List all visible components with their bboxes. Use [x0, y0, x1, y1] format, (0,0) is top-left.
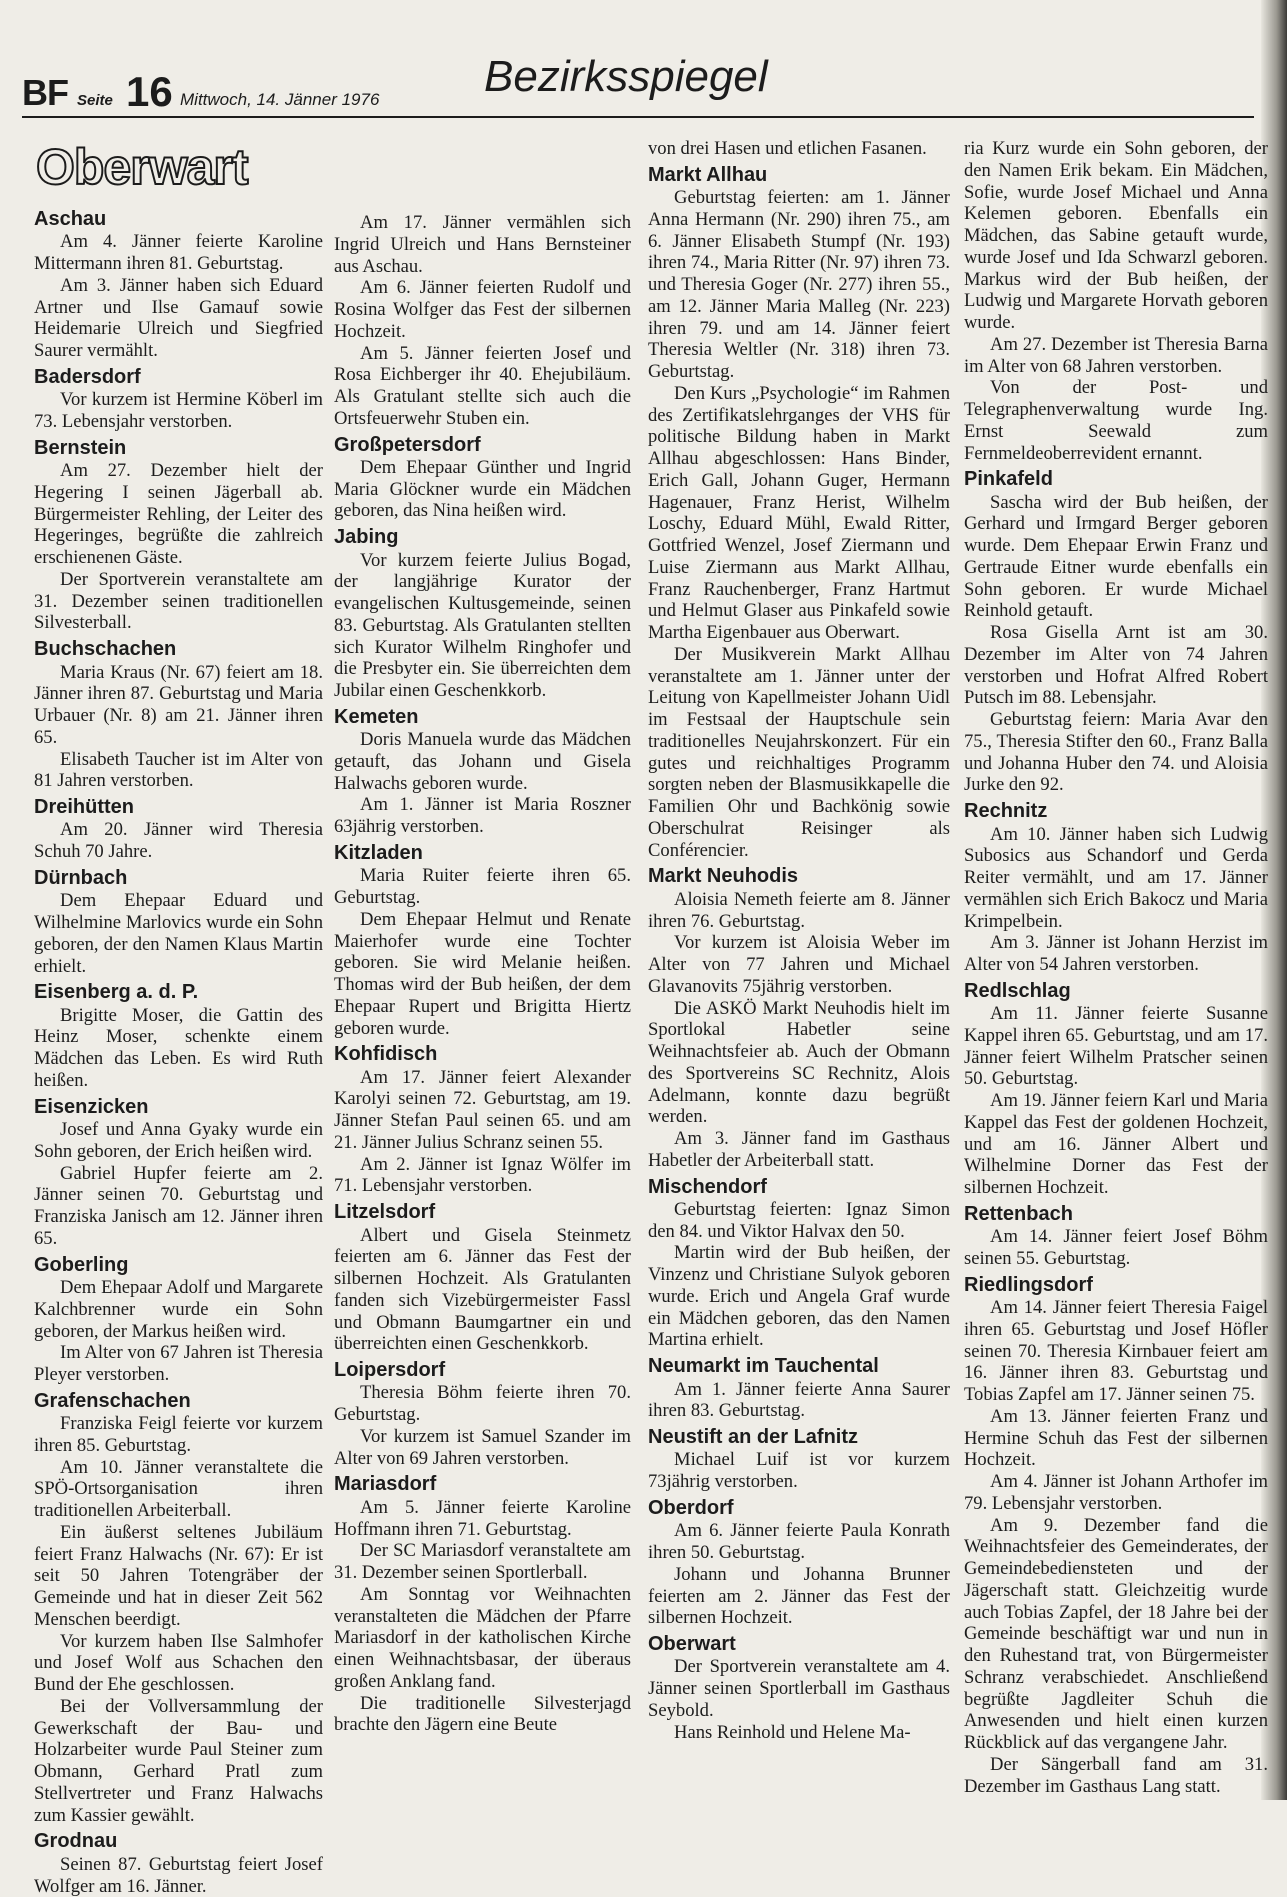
news-paragraph: Dem Ehepaar Adolf und Margarete Kalchbrenner wurde ein Sohn geboren, der Markus heißen wird. — [34, 1277, 323, 1342]
news-paragraph: Martin wird der Bub heißen, der Vinzenz und Christiane Sulyok geboren wurde. Erich und Angela Graf wurde ein Mädchen geboren, das den Namen Martina erhielt. — [648, 1242, 950, 1351]
locality-heading: Redlschlag — [964, 979, 1071, 1002]
news-paragraph: Maria Kraus (Nr. 67) feiert am 18. Jänner ihren 87. Geburtstag und Maria Urbauer (Nr. 8) am 21. Jänner ihren 65. — [34, 661, 323, 748]
news-paragraph: Am 17. Jänner feiert Alexander Karolyi seinen 72. Geburtstag, am 19. Jänner Stefan Paul seinen 65. und am 21. Jänner Julius Schranz seinen 55. — [334, 1066, 631, 1153]
news-paragraph: Vor kurzem haben Ilse Salmhofer und Josef Wolf aus Schachen den Bund der Ehe geschlossen. — [34, 1630, 323, 1696]
news-paragraph: Bei der Vollversammlung der Gewerkschaft der Bau- und Holzarbeiter wurde Paul Steiner zum Obmann, Gerhard Pratl zum Stellvertreter und Franz Halwachs zum Kassier gewählt. — [34, 1695, 323, 1826]
locality-heading: Goberling — [34, 1253, 129, 1276]
text-column-3 — [648, 138, 950, 1743]
news-paragraph: Am 2. Jänner ist Ignaz Wölfer im 71. Lebensjahr verstorben. — [334, 1153, 631, 1197]
news-paragraph: Der Musikverein Markt Allhau veranstaltete am 1. Jänner unter der Leitung von Kapellmeister Johann Uidl im Festsaal der Hauptschule sein traditionelles Neujahrskonzert. Für ein gutes und reichhaltiges Programm sorgten neben der Blasmusikkapelle die Familien Ohr und Bachkönig sowie Oberschulrat Reisinger als Conférencier. — [648, 643, 950, 861]
locality-heading: Eisenzicken — [34, 1095, 149, 1118]
news-paragraph: Elisabeth Taucher ist im Alter von 81 Jahren verstorben. — [34, 748, 323, 792]
text-column-4 — [964, 138, 1268, 1797]
locality-heading: Mischendorf — [648, 1175, 767, 1198]
locality-heading: Neumarkt im Tauchental — [648, 1355, 879, 1378]
news-paragraph: Am 27. Dezember ist Theresia Barna im Alter von 68 Jahren verstorben. — [964, 333, 1268, 377]
locality-heading: Buchschachen — [34, 638, 177, 661]
news-paragraph: Sascha wird der Bub heißen, der Gerhard und Irmgard Berger geboren wurde. Dem Ehepaar Erwin Franz und Gertraude Eitner wurde ebenfalls ein Sohn geboren. Er wurde Michael Reinhold getauft. — [964, 491, 1268, 622]
news-paragraph: Am 4. Jänner ist Johann Arthofer im 79. Lebensjahr verstorben. — [964, 1471, 1268, 1514]
news-paragraph: Am 1. Jänner ist Maria Roszner 63jährig verstorben. — [334, 794, 631, 838]
locality-heading: Neustift an der Lafnitz — [648, 1426, 859, 1449]
news-paragraph: Am 13. Jänner feierten Franz und Hermine Schuh das Fest der silbernen Hochzeit. — [964, 1405, 1268, 1471]
news-paragraph: Rosa Gisella Arnt ist am 30. Dezember im Alter von 74 Jahren verstorben und Hofrat Alfred Robert Putsch im 88. Lebensjahr. — [964, 622, 1268, 709]
locality-heading: Dürnbach — [34, 866, 128, 889]
news-paragraph: Am 10. Jänner veranstaltete die SPÖ-Ortsorganisation ihren traditionellen Arbeiterball. — [34, 1456, 323, 1522]
locality-heading: Markt Neuhodis — [648, 865, 799, 888]
locality-heading: Kohfidisch — [334, 1043, 438, 1066]
locality-heading: Badersdorf — [34, 365, 141, 388]
locality-heading: Großpetersdorf — [334, 433, 481, 456]
page-number: 16 — [126, 68, 173, 115]
region-title: Oberwart — [36, 139, 248, 195]
news-paragraph: Am 9. Dezember fand die Weihnachtsfeier des Gemeinderates, der Gemeindebediensteten und der Jägerschaft statt. Gleichzeitig wurde auch Tobias Zapfel, der 18 Jahre bei der Gemeinde beschäftigt war und nun in den Ruhestand trat, von Bürgermeister Schranz verabschiedet. Anschließend begrüßte Jagdleiter Schuh die Anwesenden und hielt einen kurzen Rückblick auf das vergangene Jahr. — [964, 1514, 1268, 1754]
news-paragraph: Vor kurzem ist Aloisia Weber im Alter von 77 Jahren und Michael Glavanovits 75jährig verstorben. — [648, 932, 950, 997]
news-paragraph: Am 14. Jänner feiert Theresia Faigel ihren 65. Geburtstag und Josef Höfler seinen 70. Theresia Kirnbauer feiert am 16. Jänner ihren 83. Geburtstag und Tobias Zapfel am 17. Jänner seinen 75. — [964, 1297, 1268, 1406]
news-paragraph: Der Sportverein veranstaltete am 31. Dezember seinen traditionellen Silvesterball. — [34, 568, 323, 634]
news-paragraph: Aloisia Nemeth feierte am 8. Jänner ihren 76. Geburtstag. — [648, 888, 950, 932]
news-paragraph: Geburtstag feierten: Ignaz Simon den 84. und Viktor Halvax den 50. — [648, 1198, 950, 1242]
locality-heading: Jabing — [334, 526, 399, 549]
locality-heading: Aschau — [34, 208, 107, 230]
header-rule — [22, 116, 1254, 118]
issue-date: Mittwoch, 14. Jänner 1976 — [180, 90, 380, 109]
news-paragraph: Josef und Anna Gyaky wurde ein Sohn geboren, der Erich heißen wird. — [34, 1119, 323, 1162]
news-paragraph: Am 1. Jänner feierte Anna Saurer ihren 83. Geburtstag. — [648, 1378, 950, 1422]
continued-paragraph: ria Kurz wurde ein Sohn geboren, der den Namen Erik bekam. Ein Mädchen, Sofie, wurde Josef Michael und Anna Kelemen geboren. Ebenfalls ein Mädchen, das Sabine getauft wurde, wurde Josef und Ida Schwarzl geboren. Markus wird der Bub heißen, der Ludwig und Margarete Horvath geboren wurde. — [964, 138, 1268, 333]
continued-paragraph: von drei Hasen und etlichen Fasanen. — [648, 138, 927, 159]
news-paragraph: Am 6. Jänner feierten Rudolf und Rosina Wolfger das Fest der silbernen Hochzeit. — [334, 277, 631, 342]
news-paragraph: Albert und Gisela Steinmetz feierten am 6. Jänner das Fest der silbernen Hochzeit. Als Gratulanten fanden sich Vizebürgermeister Fassl und Obmann Baumgartner ein und überreichten einen Geschenkkorb. — [334, 1224, 631, 1355]
locality-heading: Rettenbach — [964, 1202, 1073, 1225]
news-paragraph: Im Alter von 67 Jahren ist Theresia Pleyer verstorben. — [34, 1342, 323, 1386]
news-paragraph: Doris Manuela wurde das Mädchen getauft, das Johann und Gisela Halwachs geboren wurde. — [334, 729, 631, 794]
news-paragraph: Am 6. Jänner feierte Paula Konrath ihren 50. Geburtstag. — [648, 1520, 950, 1564]
news-paragraph: Am 19. Jänner feiern Karl und Maria Kappel das Fest der goldenen Hochzeit, und am 16. Jänner Albert und Wilhelmine Dorner das Fest der silbernen Hochzeit. — [964, 1090, 1268, 1199]
news-paragraph: Am 20. Jänner wird Theresia Schuh 70 Jahre. — [34, 819, 323, 863]
locality-heading: Grafenschachen — [34, 1389, 191, 1412]
news-paragraph: Vor kurzem feierte Julius Bogad, der langjährige Kurator der evangelischen Kultusgemeinde, seinen 83. Geburtstag. Als Gratulanten stellten sich Kurator Wilhelm Ringhofer und die Presbyter ein. Sie überreichten dem Jubilar einen Geschenkkorb. — [334, 549, 631, 702]
locality-heading: Oberwart — [648, 1633, 736, 1656]
news-paragraph: Geburtstag feiern: Maria Avar den 75., Theresia Stifter den 60., Franz Balla und Johanna Huber den 74. und Aloisia Jurke den 92. — [964, 709, 1268, 796]
section-title: Bezirksspiegel — [484, 52, 768, 101]
news-paragraph: Vor kurzem ist Samuel Szander im Alter von 69 Jahren verstorben. — [334, 1425, 631, 1469]
news-paragraph: Seinen 87. Geburtstag feiert Josef Wolfger am 16. Jänner. — [34, 1853, 323, 1897]
news-paragraph: Der Sportverein veranstaltete am 4. Jänner seinen Sportlerball im Gasthaus Seybold. — [648, 1656, 950, 1721]
news-paragraph: Am 17. Jänner vermählen sich Ingrid Ulreich und Hans Bernsteiner aus Aschau. — [334, 212, 631, 277]
news-paragraph: Am 11. Jänner feierte Susanne Kappel ihren 65. Geburtstag, und am 17. Jänner feiert Wilhelm Pratscher seinen 50. Geburtstag. — [964, 1003, 1268, 1090]
locality-heading: Dreihütten — [34, 796, 134, 819]
locality-heading: Pinkafeld — [964, 468, 1053, 491]
locality-heading: Eisenberg a. d. P. — [34, 981, 199, 1004]
news-paragraph: Geburtstag feierten: am 1. Jänner Anna Hermann (Nr. 290) ihren 75., am 6. Jänner Elisabeth Stumpf (Nr. 193) ihren 74., Maria Ritter (Nr. 97) ihren 73. und Theresia Goger (Nr. 277) ihren 55., am 12. Jänner Maria Malleg (Nr. 223) ihren 79. und am 14. Jänner feiert Theresia Weltler (Nr. 318) ihren 73. Geburtstag. — [648, 187, 950, 383]
news-paragraph: Johann und Johanna Brunner feierten am 2. Jänner das Fest der silbernen Hochzeit. — [648, 1563, 950, 1629]
news-paragraph: Dem Ehepaar Günther und Ingrid Maria Glöckner wurde ein Mädchen geboren, das Nina heißen wird. — [334, 456, 631, 522]
news-paragraph: Maria Ruiter feierte ihren 65. Geburtstag. — [334, 865, 631, 909]
news-paragraph: Am 3. Jänner fand im Gasthaus Habetler der Arbeiterball statt. — [648, 1128, 950, 1171]
news-paragraph: Gabriel Hupfer feierte am 2. Jänner seinen 70. Geburtstag und Franziska Janisch am 12. Jänner ihren 65. — [34, 1162, 323, 1249]
news-paragraph: Am 14. Jänner feiert Josef Böhm seinen 55. Geburtstag. — [964, 1226, 1268, 1270]
news-paragraph: Brigitte Moser, die Gattin des Heinz Moser, schenkte einem Mädchen das Leben. Es wird Ruth heißen. — [34, 1004, 323, 1091]
news-paragraph: Dem Ehepaar Eduard und Wilhelmine Marlovics wurde ein Sohn geboren, der den Namen Klaus Martin erhielt. — [34, 890, 323, 977]
news-paragraph: Hans Reinhold und Helene Ma- — [674, 1721, 911, 1743]
news-paragraph: Von der Post- und Telegraphenverwaltung wurde Ing. Ernst Seewald zum Fernmeldeoberrevident ernannt. — [964, 377, 1268, 464]
locality-heading: Oberdorf — [648, 1496, 734, 1519]
news-paragraph: Der Sängerball fand am 31. Dezember im Gasthaus Lang statt. — [964, 1753, 1268, 1797]
locality-heading: Litzelsdorf — [334, 1201, 436, 1224]
news-paragraph: Am 27. Dezember hielt der Hegering I seinen Jägerball ab. Bürgermeister Rehling, der Leiter des Hegeringes, begrüßte die zahlreich erschienenen Gäste. — [34, 460, 323, 569]
news-paragraph: Am Sonntag vor Weihnachten veranstalteten die Mädchen der Pfarre Mariasdorf in der katholischen Kirche einen Weihnachtsbasar, der überaus großen Anklang fand. — [334, 1583, 631, 1692]
news-paragraph: Die traditionelle Silvesterjagd brachte den Jägern eine Beute — [334, 1692, 631, 1736]
news-paragraph: Michael Luif ist vor kurzem 73jährig verstorben. — [648, 1449, 950, 1493]
text-column-1 — [34, 134, 323, 1897]
news-paragraph: Franziska Feigl feierte vor kurzem ihren 85. Geburtstag. — [34, 1413, 323, 1456]
locality-heading: Riedlingsdorf — [964, 1273, 1093, 1296]
news-paragraph: Die ASKÖ Markt Neuhodis hielt im Sportlokal Habetler seine Weihnachtsfeier ab. Auch der Obmann des Sportvereins SC Rechnitz, Alois Adelmann, konnte dazu begrüßt werden. — [648, 997, 950, 1128]
news-paragraph: Den Kurs „Psychologie“ im Rahmen des Zertifikatslehrganges der VHS für politische Bildung haben in Markt Allhau abgeschlossen: Hans Binder, Erich Gall, Johann Guger, Hermann Hagenauer, Franz Herist, Wilhelm Loschy, Eduard Mühl, Ewald Ritter, Gottfried Wenzel, Josef Ziermann und Luise Ziermann aus Markt Allhau, Franz Rauchenberger, Franz Hartmut und Helmut Glaser aus Pinkafeld sowie Martha Eigenbauer aus Oberwart. — [648, 382, 950, 644]
news-paragraph: Ein äußerst seltenes Jubiläum feiert Franz Halwachs (Nr. 67): Er ist seit 50 Jahren Totengräber der Gemeinde und hat in dieser Zeit 562 Menschen beerdigt. — [34, 1521, 323, 1630]
news-paragraph: Am 3. Jänner ist Johann Herzist im Alter von 54 Jahren verstorben. — [964, 932, 1268, 976]
locality-heading: Bernstein — [34, 436, 127, 459]
news-paragraph: Am 3. Jänner haben sich Eduard Artner und Ilse Gamauf sowie Heidemarie Ulreich und Siegfried Saurer vermählt. — [34, 274, 323, 362]
news-paragraph: Am 5. Jänner feierten Josef und Rosa Eichberger ihr 40. Ehejubiläum. Als Gratulant stellte sich auch die Ortsfeuerwehr Stuben ein. — [334, 342, 631, 429]
news-paragraph: Vor kurzem ist Hermine Köberl im 73. Lebensjahr verstorben. — [34, 389, 323, 433]
text-column-2 — [334, 212, 631, 1736]
locality-heading: Kemeten — [334, 705, 419, 728]
page-header — [22, 52, 1254, 118]
locality-heading: Markt Allhau — [648, 163, 768, 186]
news-paragraph: Am 5. Jänner feierte Karoline Hoffmann ihren 71. Geburtstag. — [334, 1496, 631, 1540]
news-paragraph: Dem Ehepaar Helmut und Renate Maierhofer wurde eine Tochter geboren. Sie wird Melanie heißen. Thomas wird der Bub heißen, der dem Ehepaar Rupert und Brigitta Hiertz geboren wurde. — [334, 908, 631, 1039]
locality-heading: Kitzladen — [334, 841, 423, 864]
news-paragraph: Der SC Mariasdorf veranstaltete am 31. Dezember seinen Sportlerball. — [334, 1540, 631, 1584]
news-paragraph: Theresia Böhm feierte ihren 70. Geburtstag. — [334, 1382, 631, 1426]
locality-heading: Loipersdorf — [334, 1359, 446, 1382]
news-paragraph: Am 4. Jänner feierte Karoline Mittermann ihren 81. Geburtstag. — [34, 231, 323, 275]
locality-heading: Mariasdorf — [334, 1473, 437, 1496]
locality-heading: Rechnitz — [964, 800, 1048, 823]
locality-heading: Grodnau — [34, 1830, 118, 1853]
paper-logo: BF — [22, 72, 68, 113]
page-label: Seite — [77, 92, 113, 109]
news-paragraph: Am 10. Jänner haben sich Ludwig Subosics aus Schandorf und Gerda Reiter vermählt, und am 17. Jänner vermählen sich Erich Bakocz und Maria Krimpelbein. — [964, 823, 1268, 932]
